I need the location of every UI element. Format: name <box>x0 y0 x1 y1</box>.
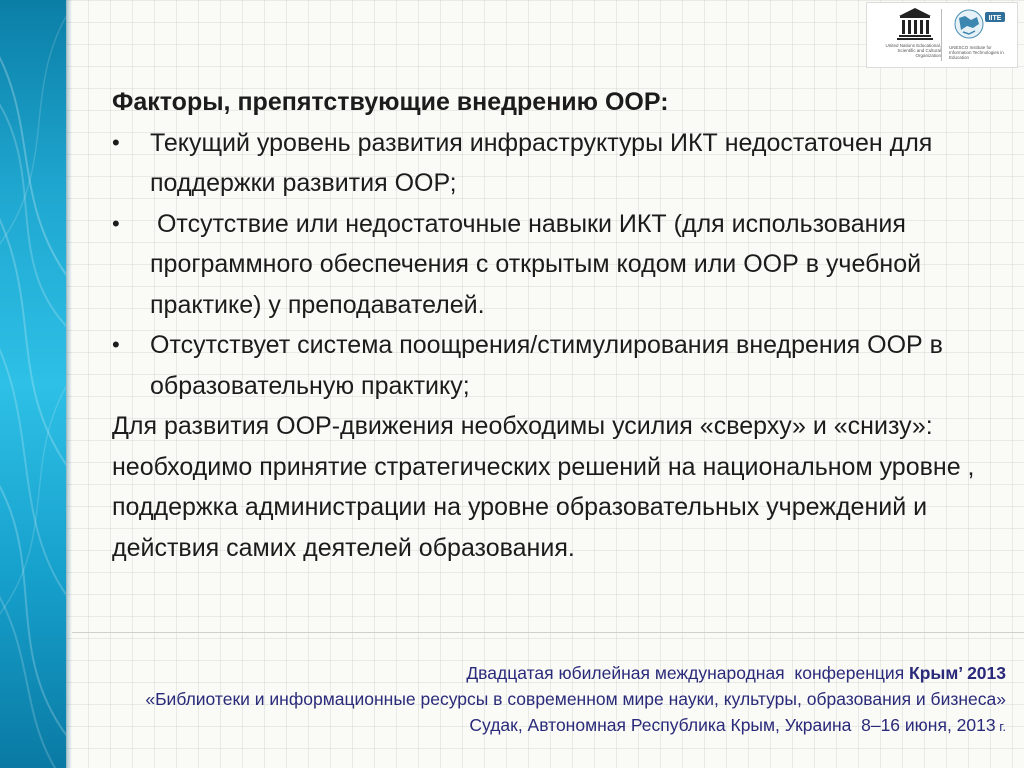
unesco-temple-icon <box>895 6 935 42</box>
iite-caption: UNESCO Institute for Information Technologies in Education <box>949 45 1004 60</box>
logo-divider <box>941 9 942 61</box>
slide-heading: Факторы, препятствующие внедрению ООР: <box>112 88 669 116</box>
bullet-icon: • <box>112 210 120 236</box>
unesco-caption: United Nations Educational, Scientific and Cultural Organization <box>885 43 941 58</box>
iite-globe-icon <box>949 6 1009 44</box>
svg-text:IITE: IITE <box>988 15 1002 22</box>
bullet-item <box>112 204 992 326</box>
wave-pattern <box>0 0 66 768</box>
decorative-side-band <box>0 0 66 768</box>
bullet-text: Текущий уровень развития инфраструктуры ИКТ недостаточен для поддержки развития ООР; <box>150 128 933 197</box>
footer-line-location <box>106 712 1006 740</box>
bullet-icon: • <box>112 332 120 357</box>
slide-content <box>112 82 992 568</box>
bullet-icon: • <box>112 129 120 155</box>
conference-name: Крым’ 2013 <box>909 663 1006 683</box>
bullet-item <box>112 123 992 204</box>
bullet-text: Отсутствие или недостаточные навыки ИКТ (для использования программного обеспечения с открытым кодом или ООР в учебной практике) у преподавателей. <box>150 209 929 319</box>
bullet-text: Отсутствует система поощрения/стимулирования внедрения ООР в образовательную практику; <box>150 331 943 400</box>
footer-line-conference <box>106 660 1006 686</box>
side-band-shadow <box>66 0 72 768</box>
bullet-item <box>112 325 992 406</box>
footer-line-theme: «Библиотеки и информационные ресурсы в современном мире науки, культуры, образования и бизнеса» <box>145 689 1006 709</box>
conference-footer <box>106 660 1006 740</box>
footer-divider <box>72 632 1024 633</box>
conference-title: Двадцатая юбилейная международная конференция <box>466 663 910 683</box>
conference-location-date: Судак, Автономная Республика Крым, Украина 8–16 июня, 2013 <box>469 715 996 735</box>
bullet-list <box>112 123 992 407</box>
logos-panel <box>866 2 1018 68</box>
year-suffix: г. <box>995 719 1006 734</box>
conclusion-paragraph: Для развития ООР-движения необходимы усилия «сверху» и «снизу»: необходимо принятие стратегических решений на национальном уровне , поддержка администрации на уровне образовательных учреждений и действия самих деятелей образования. <box>112 412 975 562</box>
